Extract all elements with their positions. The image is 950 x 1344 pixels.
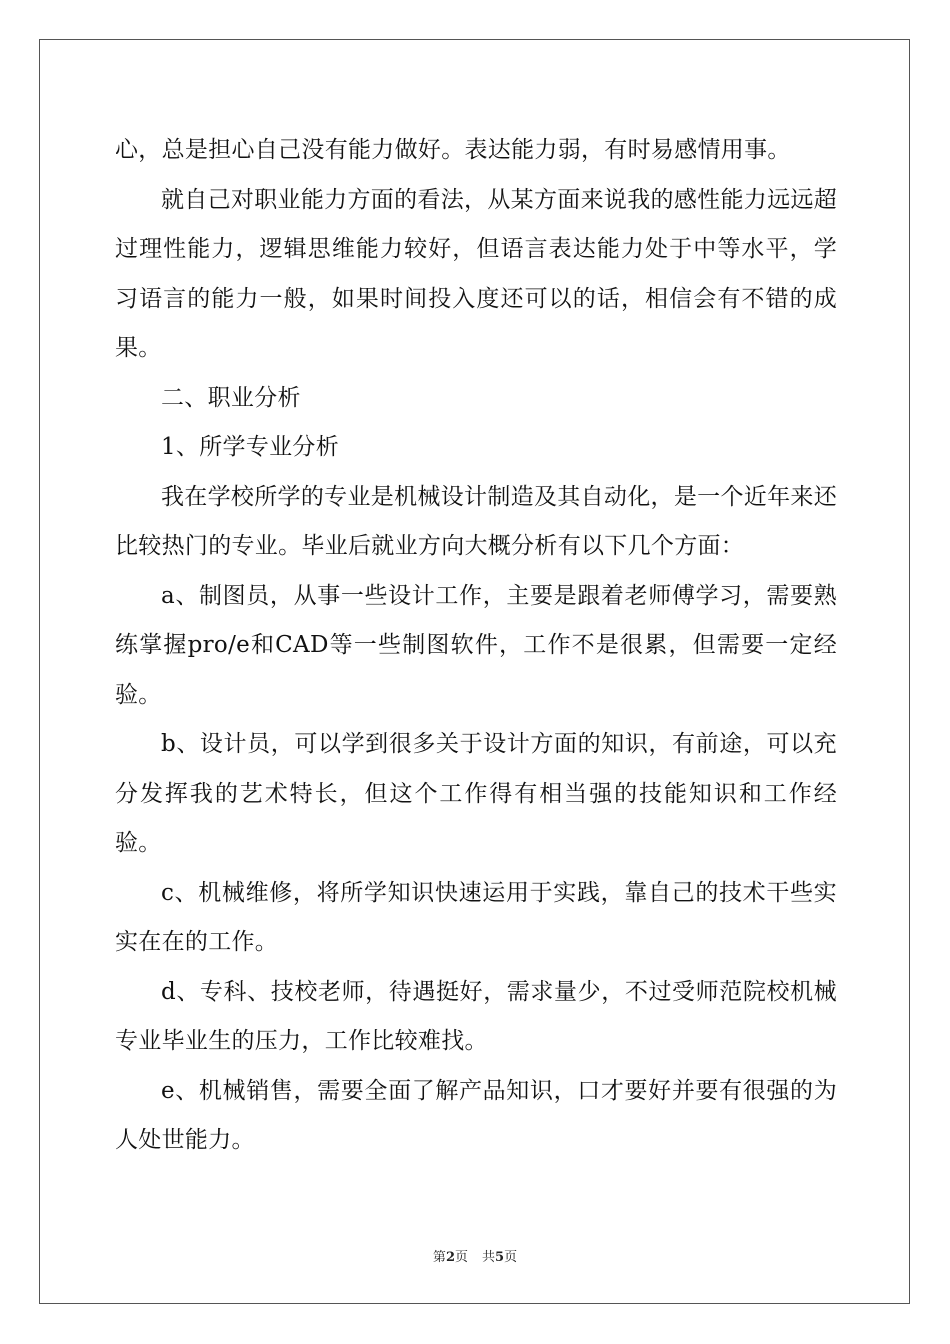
document-body — [115, 126, 837, 1166]
total-pages: 5 — [495, 1250, 505, 1265]
page-prefix: 第 — [432, 1250, 446, 1265]
list-item-c: c、机械维修，将所学知识快速运用于实践，靠自己的技术干些实实在在的工作。 — [115, 879, 837, 955]
list-item-e: e、机械销售，需要全面了解产品知识，口才要好并要有很强的为人处世能力。 — [115, 1077, 837, 1153]
page-footer — [0, 1246, 950, 1265]
paragraph-1: 心，总是担心自己没有能力做好。表达能力弱，有时易感情用事。 — [115, 137, 791, 163]
paragraph-2: 就自己对职业能力方面的看法，从某方面来说我的感性能力远远超过理性能力，逻辑思维能力较好，但语言表达能力处于中等水平，学习语言的能力一般，如果时间投入度还可以的话，相信会有不错的成果。 — [115, 186, 837, 361]
page-number: 2 — [445, 1250, 455, 1265]
total-suffix: 页 — [504, 1250, 518, 1265]
list-item-a: a、制图员，从事一些设计工作，主要是跟着老师傅学习，需要熟练掌握pro/e和CAD等一些制图软件，工作不是很累，但需要一定经验。 — [115, 582, 837, 708]
list-item-b: b、设计员，可以学到很多关于设计方面的知识，有前途，可以充分发挥我的艺术特长，但这个工作得有相当强的技能知识和工作经验。 — [115, 731, 837, 856]
paragraph-5: 我在学校所学的专业是机械设计制造及其自动化，是一个近年来还比较热门的专业。毕业后就业方向大概分析有以下几个方面： — [115, 483, 837, 559]
page-suffix: 页 — [454, 1250, 468, 1265]
section-heading: 二、职业分析 — [161, 384, 301, 411]
list-item-d: d、专科、技校老师，待遇挺好，需求量少，不过受师范院校机械专业毕业生的压力，工作比较难找。 — [115, 978, 837, 1054]
total-prefix: 共 — [482, 1250, 496, 1265]
subsection-heading: 1、所学专业分析 — [161, 434, 340, 460]
